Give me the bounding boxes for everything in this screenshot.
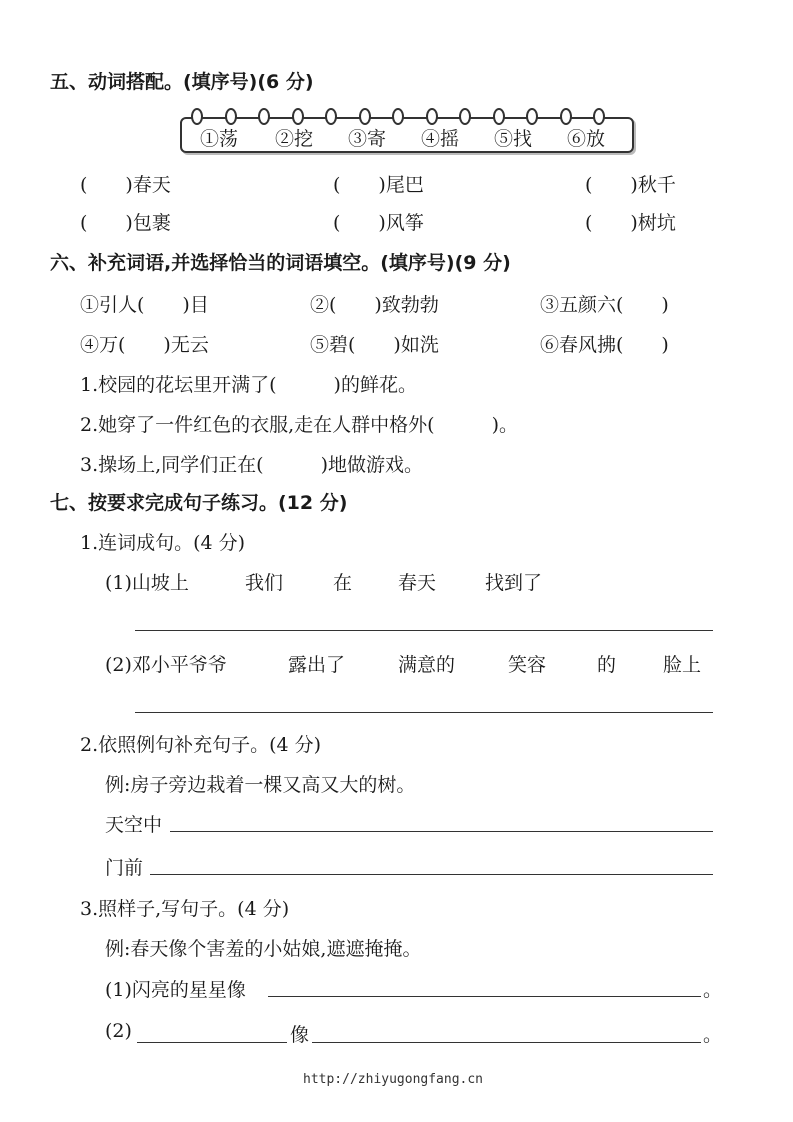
answer-line[interactable] bbox=[135, 630, 713, 631]
match-item[interactable]: ( )春天 bbox=[80, 174, 171, 196]
match-item[interactable]: ( )秋千 bbox=[585, 174, 676, 196]
answer-line[interactable] bbox=[268, 996, 701, 997]
word-chunk: 我们 bbox=[245, 572, 284, 594]
idiom-item[interactable]: ②( )致勃勃 bbox=[310, 294, 439, 316]
binder-ring-icon bbox=[392, 108, 404, 125]
binder-ring-icon bbox=[191, 108, 203, 125]
end-mark: 。 bbox=[703, 1024, 723, 1046]
word-chunk: (2)邓小平爷爷 bbox=[105, 654, 227, 676]
binder-ring-icon bbox=[359, 108, 371, 125]
answer-line[interactable] bbox=[137, 1042, 287, 1043]
binder-ring-icon bbox=[426, 108, 438, 125]
binder-ring-icon bbox=[258, 108, 270, 125]
answer-line[interactable] bbox=[170, 831, 713, 832]
word-chunk: 脸上 bbox=[663, 654, 702, 676]
example-sentence: 例:春天像个害羞的小姑娘,遮遮掩掩。 bbox=[105, 938, 422, 960]
match-item[interactable]: ( )包裹 bbox=[80, 212, 171, 234]
section6-title: 六、补充词语,并选择恰当的词语填空。(填序号)(9 分) bbox=[50, 252, 511, 274]
match-item[interactable]: ( )树坑 bbox=[585, 212, 676, 234]
fill-question[interactable]: 1.校园的花坛里开满了( )的鲜花。 bbox=[80, 374, 417, 396]
binder-ring-icon bbox=[493, 108, 505, 125]
binder-ring-icon bbox=[593, 108, 605, 125]
blank-mid: 像 bbox=[290, 1024, 310, 1046]
idiom-item[interactable]: ⑥春风拂( ) bbox=[540, 334, 669, 356]
word-bank-item: ③寄 bbox=[348, 128, 387, 150]
word-chunk: (1)山坡上 bbox=[105, 572, 189, 594]
binder-ring-icon bbox=[526, 108, 538, 125]
match-item[interactable]: ( )风筝 bbox=[333, 212, 424, 234]
blank-prefix: 天空中 bbox=[105, 814, 163, 836]
match-item[interactable]: ( )尾巴 bbox=[333, 174, 424, 196]
idiom-item[interactable]: ③五颜六( ) bbox=[540, 294, 669, 316]
word-bank-item: ④摇 bbox=[421, 128, 460, 150]
word-chunk: 找到了 bbox=[485, 572, 543, 594]
blank-prefix: 门前 bbox=[105, 857, 144, 879]
section5-title: 五、动词搭配。(填序号)(6 分) bbox=[50, 71, 314, 93]
binder-ring-icon bbox=[325, 108, 337, 125]
fill-question[interactable]: 3.操场上,同学们正在( )地做游戏。 bbox=[80, 454, 423, 476]
idiom-item[interactable]: ⑤碧( )如洗 bbox=[310, 334, 439, 356]
blank-prefix: (1)闪亮的星星像 bbox=[105, 979, 246, 1001]
binder-ring-icon bbox=[560, 108, 572, 125]
part1-title: 1.连词成句。(4 分) bbox=[80, 532, 246, 554]
idiom-item[interactable]: ①引人( )目 bbox=[80, 294, 209, 316]
end-mark: 。 bbox=[703, 979, 723, 1001]
idiom-item[interactable]: ④万( )无云 bbox=[80, 334, 209, 356]
section7-title: 七、按要求完成句子练习。(12 分) bbox=[50, 492, 348, 514]
example-sentence: 例:房子旁边栽着一棵又高又大的树。 bbox=[105, 774, 416, 796]
part3-title: 3.照样子,写句子。(4 分) bbox=[80, 898, 290, 920]
answer-line[interactable] bbox=[150, 874, 713, 875]
binder-ring-icon bbox=[459, 108, 471, 125]
word-chunk: 在 bbox=[333, 572, 353, 594]
answer-line[interactable] bbox=[135, 712, 713, 713]
word-bank-item: ①荡 bbox=[200, 128, 239, 150]
answer-line[interactable] bbox=[312, 1042, 701, 1043]
blank-prefix: (2) bbox=[105, 1020, 132, 1042]
word-bank-item: ②挖 bbox=[275, 128, 314, 150]
word-bank-item: ⑤找 bbox=[494, 128, 533, 150]
word-chunk: 满意的 bbox=[398, 654, 456, 676]
word-chunk: 笑容 bbox=[508, 654, 547, 676]
footer-url[interactable]: http://zhiyugongfang.cn bbox=[303, 1072, 484, 1087]
binder-ring-icon bbox=[225, 108, 237, 125]
word-chunk: 露出了 bbox=[288, 654, 346, 676]
part2-title: 2.依照例句补充句子。(4 分) bbox=[80, 734, 322, 756]
word-chunk: 的 bbox=[597, 654, 617, 676]
fill-question[interactable]: 2.她穿了一件红色的衣服,走在人群中格外( )。 bbox=[80, 414, 518, 436]
binder-ring-icon bbox=[292, 108, 304, 125]
word-chunk: 春天 bbox=[398, 572, 437, 594]
word-bank-item: ⑥放 bbox=[567, 128, 606, 150]
